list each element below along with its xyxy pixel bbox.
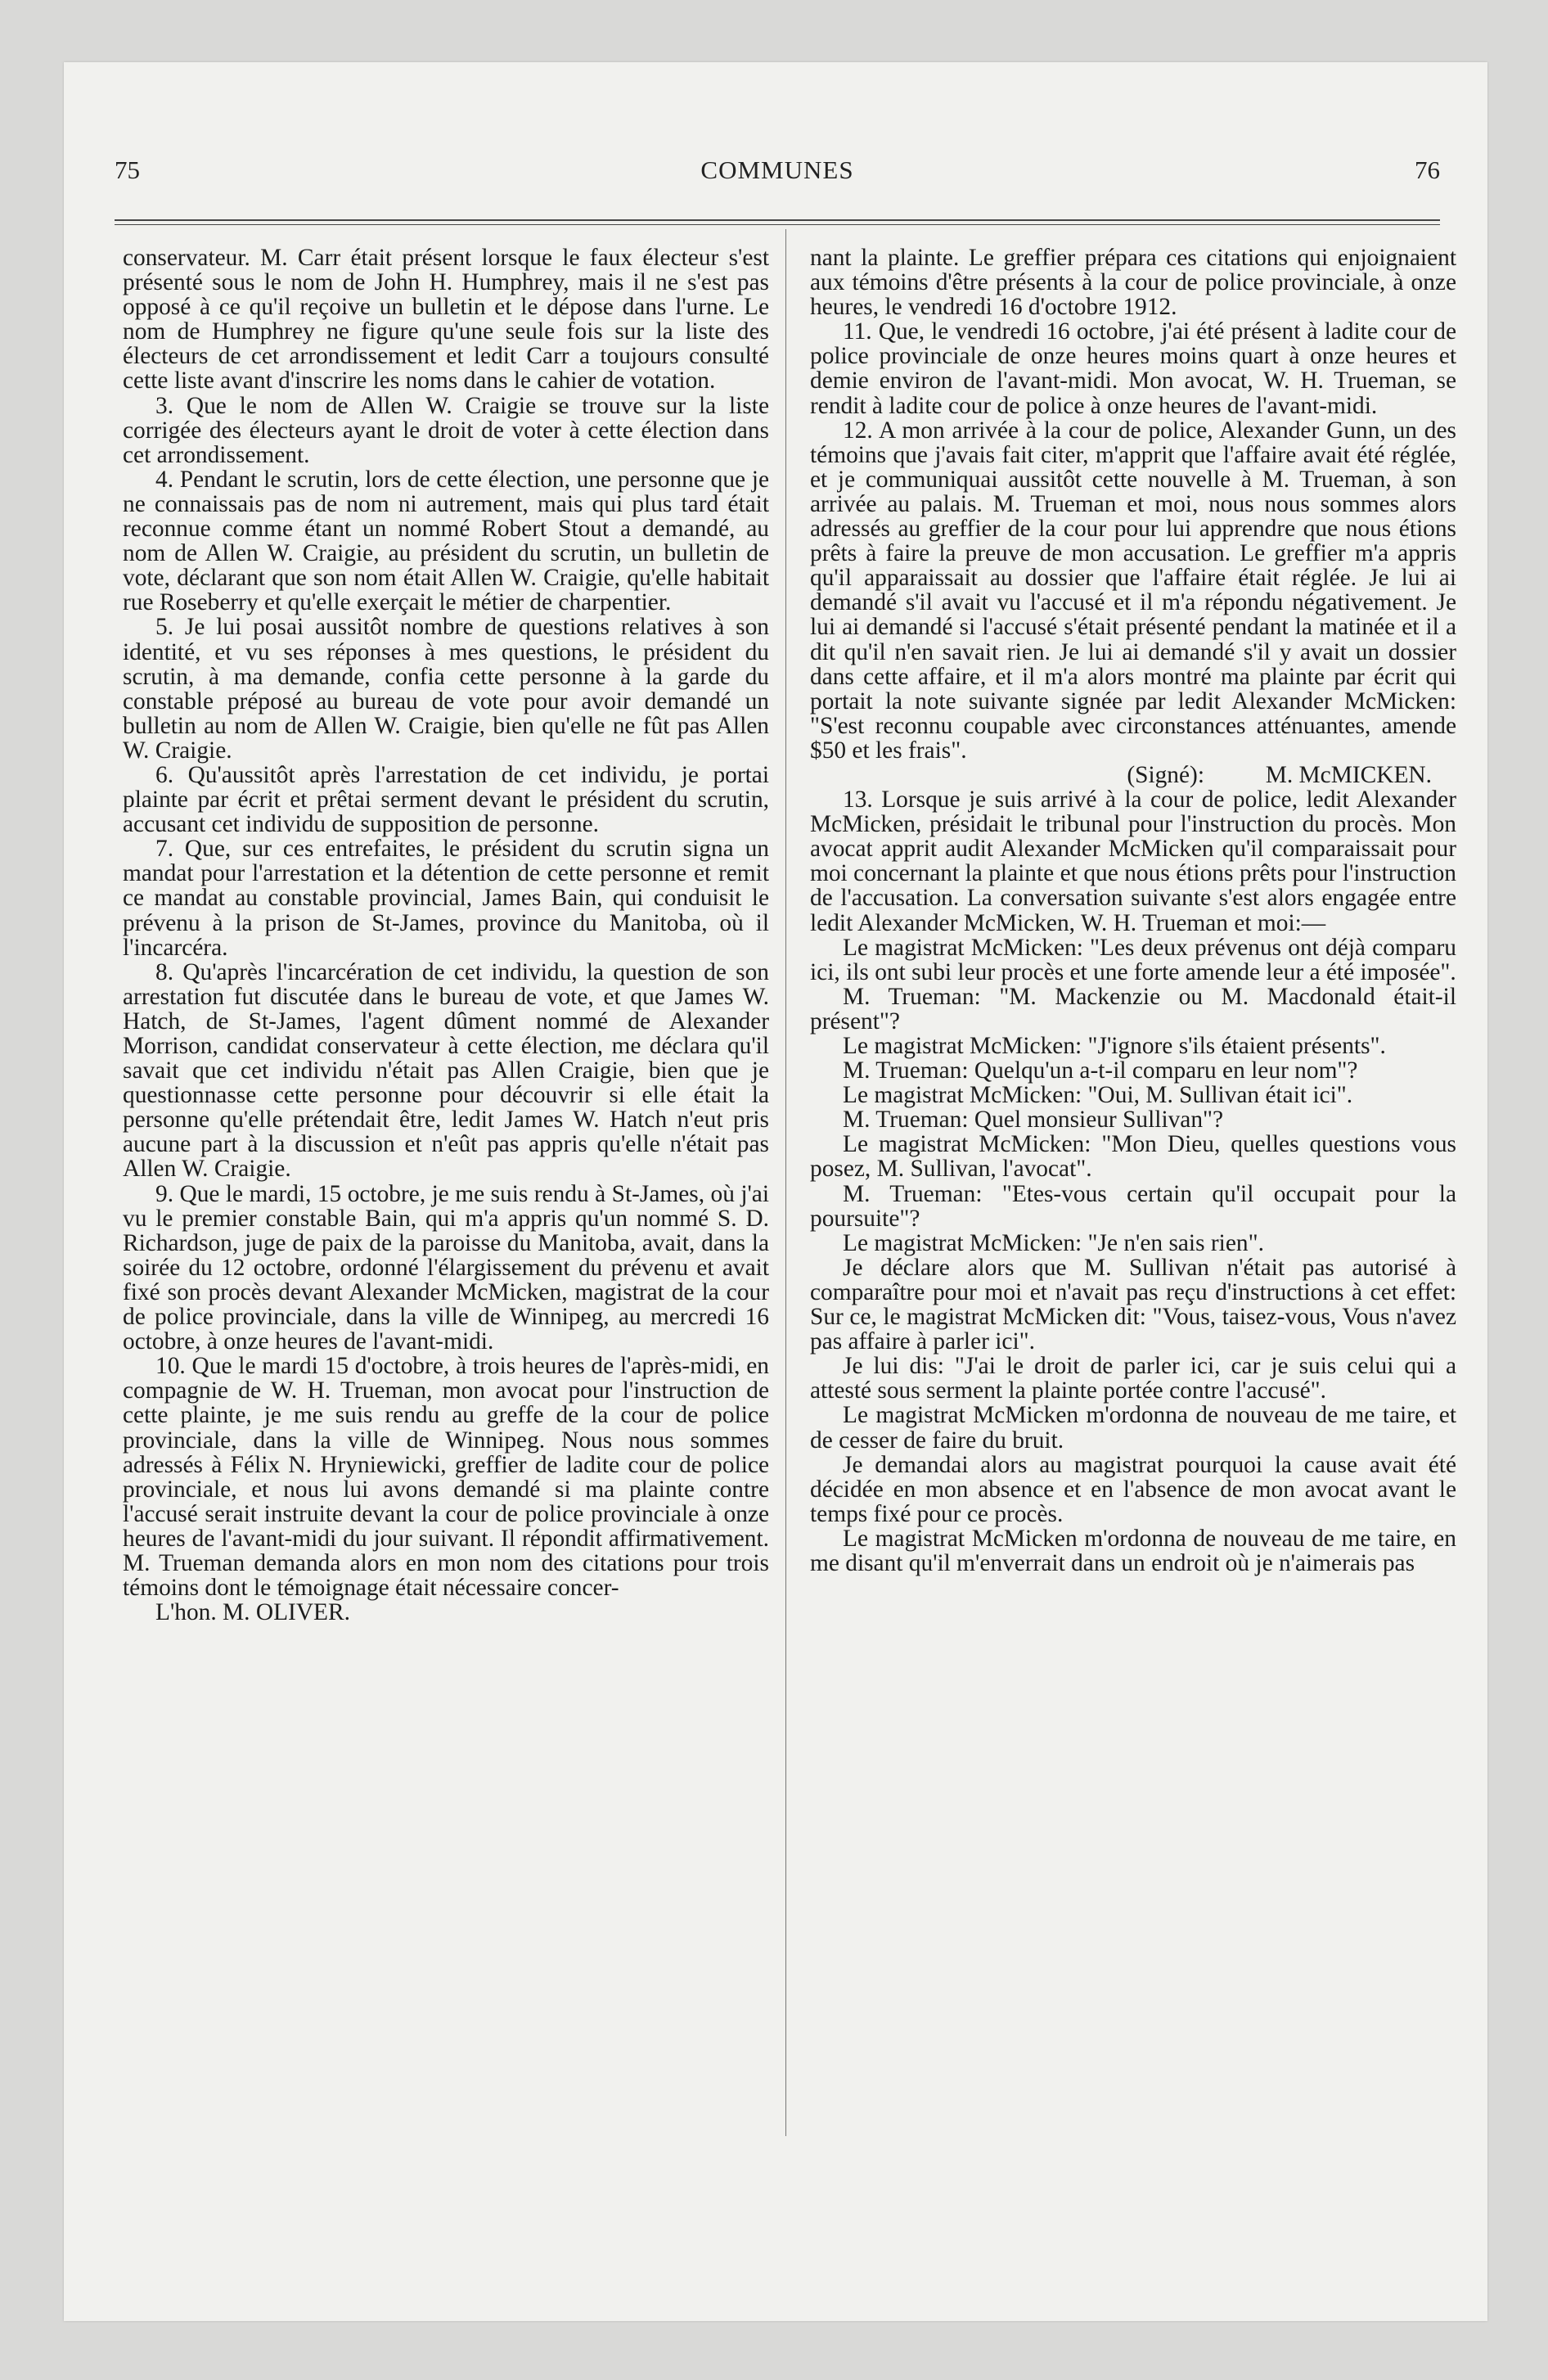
dialogue-line: Le magistrat McMicken: "J'ignore s'ils étaient présents". bbox=[843, 1033, 1386, 1059]
paragraph: Je lui dis: "J'ai le droit de parler ici, car je suis celui qui a attesté sous serment la plainte portée contre l'accusé". bbox=[810, 1353, 1456, 1404]
paragraph: 8. Qu'après l'incarcération de cet individu, la question de son arrestation fut discutée dans le bureau de vote, et que James W. Hatch, de St-James, l'agent dûment nommé de Alexander Morrison, candidat conservateur à cette élection, me déclara qu'il savait que cet individu n'était pas Allen Craigie, bien que je questionnasse cette personne pour découvrir si elle était la personne qu'elle prétendait être, ledit James W. Hatch n'eut pris aucune part à la discussion et n'eût pas appris qu'elle n'était pas Allen W. Craigie. bbox=[123, 958, 769, 1183]
dialogue-line: M. Trueman: Quelqu'un a-t-il comparu en leur nom"? bbox=[843, 1057, 1358, 1084]
paragraph: 6. Qu'aussitôt après l'arrestation de cet individu, je portai plainte par écrit et prêtai serment devant le président du scrutin, accusant cet individu de supposition de personne. bbox=[123, 761, 769, 838]
dialogue-line: Le magistrat McMicken: "Je n'en sais rien". bbox=[843, 1229, 1264, 1256]
paragraph: nant la plainte. Le greffier prépara ces citations qui enjoignaient aux témoins d'être présents à la cour de police provinciale, à onze heures, le vendredi 16 d'octobre 1912. bbox=[810, 245, 1456, 321]
signed-label: (Signé): bbox=[1127, 761, 1204, 788]
paragraph: 13. Lorsque je suis arrivé à la cour de police, ledit Alexander McMicken, présidait le tribunal pour l'instruction du procès. Mon avocat apprit audit Alexander McMicken qu'il comparaissait pour moi concernant la plainte et que nous étions prêts pour l'instruction de l'accusation. La conversation suivante s'est alors engagée entre ledit Alexander McMicken, W. H. Trueman et moi:— bbox=[810, 787, 1456, 936]
dialogue-line: M. Trueman: "Etes-vous certain qu'il occupait pour la poursuite"? bbox=[810, 1180, 1456, 1232]
column-divider bbox=[785, 229, 786, 2136]
paragraph: conservateur. M. Carr était présent lorsque le faux électeur s'est présenté sous le nom de John H. Humphrey, mais il ne s'est pas opposé à ce qu'il reçoive un bulletin et le dépose dans l'urne. Le nom de Humphrey ne figure qu'une seule fois sur la liste des électeurs de cet arrondissement et ledit Carr a toujours consulté cette liste avant d'inscrire les noms dans le cahier de votation. bbox=[123, 245, 769, 394]
paragraph: 11. Que, le vendredi 16 octobre, j'ai été présent à ladite cour de police provinciale de onze heures moins quart à onze heures et demie environ de l'avant-midi. Mon avocat, W. H. Trueman, se rendit à ladite cour de police à onze heures de l'avant-midi. bbox=[810, 318, 1456, 419]
signature-line bbox=[810, 763, 1456, 787]
left-column bbox=[123, 246, 769, 1625]
paragraph: 5. Je lui posai aussitôt nombre de questions relatives à son identité, et vu ses réponses à mes questions, le président du scrutin, à ma demande, confia cette personne à la garde du constable préposé au bureau de vote pour avoir demandé un bulletin au nom de Allen W. Craigie, bien qu'elle ne fût pas Allen W. Craigie. bbox=[123, 614, 769, 764]
paragraph: Je déclare alors que M. Sullivan n'était pas autorisé à comparaître pour moi et n'avait pas reçu d'instructions à cet effet: Sur ce, le magistrat McMicken dit: "Vous, taisez-vous, Vous n'avez pas affaire à parler ici". bbox=[810, 1254, 1456, 1355]
paragraph: 3. Que le nom de Allen W. Craigie se trouve sur la liste corrigée des électeurs ayant le droit de voter à cette élection dans cet arrondissement. bbox=[123, 392, 769, 468]
header-rule bbox=[115, 219, 1440, 225]
signature: L'hon. M. OLIVER. bbox=[155, 1599, 350, 1626]
right-column bbox=[810, 246, 1456, 1575]
paragraph: Le magistrat McMicken m'ordonna de nouveau de me taire, en me disant qu'il m'enverrait dans un endroit où je n'aimerais pas bbox=[810, 1525, 1456, 1576]
paragraph: 10. Que le mardi 15 d'octobre, à trois heures de l'après-midi, en compagnie de W. H. Trueman, mon avocat pour l'instruction de cette plainte, je me suis rendu au greffe de la cour de police provinciale, dans la ville de Winnipeg. Nous nous sommes adressés à Félix N. Hryniewicki, greffier de ladite cour de police provinciale, et nous lui avons demandé si ma plainte contre l'accusé serait instruite devant la cour de police provinciale à onze heures de l'avant-midi du jour suivant. Il répondit affirmativement. M. Trueman demanda alors en mon nom des citations pour trois témoins dont le témoignage était nécessaire concer- bbox=[123, 1353, 769, 1602]
page-header bbox=[115, 156, 1440, 196]
dialogue-line: Le magistrat McMicken: "Mon Dieu, quelles questions vous posez, M. Sullivan, l'avocat". bbox=[810, 1131, 1456, 1183]
paragraph: Je demandai alors au magistrat pourquoi la cause avait été décidée en mon absence et en l'absence de mon avocat avant le temps fixé pour ce procès. bbox=[810, 1451, 1456, 1527]
dialogue-line: M. Trueman: Quel monsieur Sullivan"? bbox=[843, 1107, 1224, 1134]
paragraph: 9. Que le mardi, 15 octobre, je me suis rendu à St-James, où j'ai vu le premier constable Bain, qui m'a appris qu'un nommé S. D. Richardson, juge de paix de la paroisse du Manitoba, avait, dans la soirée du 12 octobre, ordonné l'élargissement du prévenu et avait fixé son procès devant Alexander McMicken, magistrat de la cour de police provinciale, dans la ville de Winnipeg, au mercredi 16 octobre, à onze heures de l'avant-midi. bbox=[123, 1180, 769, 1355]
dialogue-line: M. Trueman: "M. Mackenzie ou M. Macdonald était-il présent"? bbox=[810, 983, 1456, 1034]
paragraph: 7. Que, sur ces entrefaites, le président du scrutin signa un mandat pour l'arrestation et la détention de cette personne et remit ce mandat au constable provincial, James Bain, qui conduisit le prévenu à la prison de St-James, province du Manitoba, où il l'incarcéra. bbox=[123, 836, 769, 961]
paragraph: 12. A mon arrivée à la cour de police, Alexander Gunn, un des témoins que j'avais fait citer, m'apprit que l'affaire avait été réglée, et je communiquai aussitôt cette nouvelle à M. Trueman, à son arrivée au palais. M. Trueman et moi, nous nous sommes alors adressés au greffier de la cour pour lui apprendre que nous étions prêts à faire la preuve de mon accusation. Le greffier m'a appris qu'il apparaissait au dossier que l'affaire était réglée. Je lui ai demandé s'il avait vu l'accusé et il m'a répondu négativement. Je lui ai demandé si l'accusé s'était présenté pendant la matinée et il a dit qu'il n'en savait rien. Je lui ai demandé s'il y avait un dossier dans cette affaire, et il m'a alors montré ma plainte par écrit qui portait la note suivante signée par ledit Alexander McMicken: "S'est reconnu coupable avec circonstances atténuantes, amende $50 et les frais". bbox=[810, 417, 1456, 764]
paragraph: 4. Pendant le scrutin, lors de cette élection, une personne que je ne connaissais pas de nom ni autrement, mais qui plus tard était reconnue comme étant un nommé Robert Stout a demandé, au nom de Allen W. Craigie, au président du scrutin, un bulletin de vote, déclarant que son nom était Allen W. Craigie, qu'elle habitait rue Roseberry et qu'elle exerçait le métier de charpentier. bbox=[123, 466, 769, 616]
signed-name: M. McMICKEN. bbox=[1265, 761, 1432, 788]
dialogue-line: Le magistrat McMicken: "Les deux prévenus ont déjà comparu ici, ils ont subi leur procès et une forte amende leur a été imposée". bbox=[810, 934, 1456, 985]
page-number-left: 75 bbox=[115, 156, 140, 184]
dialogue-line: Le magistrat McMicken: "Oui, M. Sullivan était ici". bbox=[843, 1082, 1353, 1109]
running-title: COMMUNES bbox=[700, 156, 854, 184]
page-number-right: 76 bbox=[1415, 156, 1440, 184]
paragraph: Le magistrat McMicken m'ordonna de nouveau de me taire, et de cesser de faire du bruit. bbox=[810, 1402, 1456, 1454]
